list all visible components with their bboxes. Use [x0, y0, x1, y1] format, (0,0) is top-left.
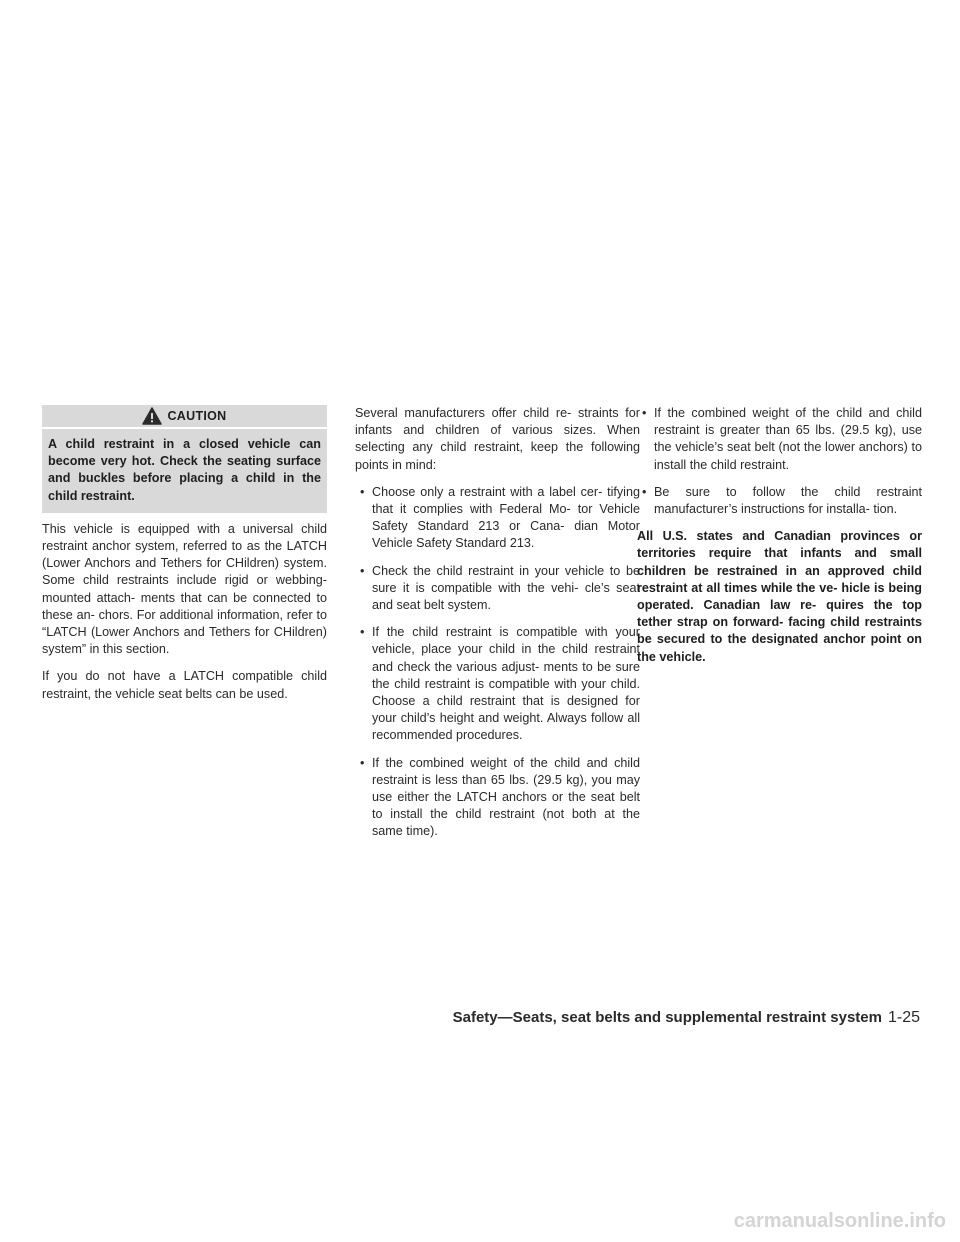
page-number: 1-25: [887, 1009, 920, 1026]
paragraph-legal-requirements: All U.S. states and Canadian provinces or territories require that infants and small children be restrained in an approved child restraint at all times while the ve- hicle is being operated. Canadian law re- quires the top tether strap on forward- facing child restraints be secured to the designated anchor point on the vehicle.: [637, 529, 922, 664]
selection-points-list: [355, 484, 640, 841]
caution-header: [42, 405, 327, 429]
section-title: Safety—Seats, seat belts and supplemental restraint system: [452, 1009, 882, 1026]
list-item: • If the combined weight of the child and child restraint is greater than 65 lbs. (29.5 kg), use the vehicle’s seat belt (not the lower anchors) to install the child restraint.: [637, 405, 922, 474]
list-item: • Check the child restraint in your vehicle to be sure it is compatible with the vehi- cle’s seat and seat belt system.: [355, 563, 640, 615]
caution-title: CAUTION: [167, 409, 227, 423]
paragraph-latch-intro: This vehicle is equipped with a universal child restraint anchor system, referred to as the LATCH (Lower Anchors and Tethers for CHildren) system. Some child restraints include rigid or webbing-mounted attach- ments that can be connected to these an- chors. For additional information, refer to “LATCH (Lower Anchors and Tethers for CHildren) system” in this section.: [42, 521, 327, 657]
caution-text: A child restraint in a closed vehicle can become very hot. Check the seating surface and buckles before placing a child in the child restraint.: [48, 437, 321, 503]
column-right: [637, 405, 922, 676]
list-item: • If the child restraint is compatible with your vehicle, place your child in the child restraint and check the various adjust- ments to be sure the child restraint is compatible with your child. Choose a child restraint that is designed for your child’s height and weight. Always follow all recommended procedures.: [355, 624, 640, 744]
list-item: • Be sure to follow the child restraint manufacturer’s instructions for installa- tion.: [637, 484, 922, 518]
list-item: • Choose only a restraint with a label cer- tifying that it complies with Federal Mo- tor Vehicle Safety Standard 213 or Cana- dian Motor Vehicle Safety Standard 213.: [355, 484, 640, 553]
page-footer: [453, 1009, 920, 1027]
watermark: carmanualsonline.info: [733, 1210, 946, 1232]
caution-box: [42, 405, 327, 513]
paragraph-seat-belts: If you do not have a LATCH compatible child restraint, the vehicle seat belts can be used.: [42, 669, 327, 701]
paragraph-restraint-selection: Several manufacturers offer child re- straints for infants and children of various sizes. When selecting any child restraint, keep the following points in mind:: [355, 406, 640, 472]
selection-points-list-continued: [637, 405, 922, 518]
column-left: [42, 405, 327, 713]
warning-triangle-icon: [142, 407, 162, 425]
column-middle: [355, 405, 640, 851]
list-item: • If the combined weight of the child and child restraint is less than 65 lbs. (29.5 kg), you may use either the LATCH anchors or the seat belt to install the child restraint (not both at the same time).: [355, 755, 640, 841]
